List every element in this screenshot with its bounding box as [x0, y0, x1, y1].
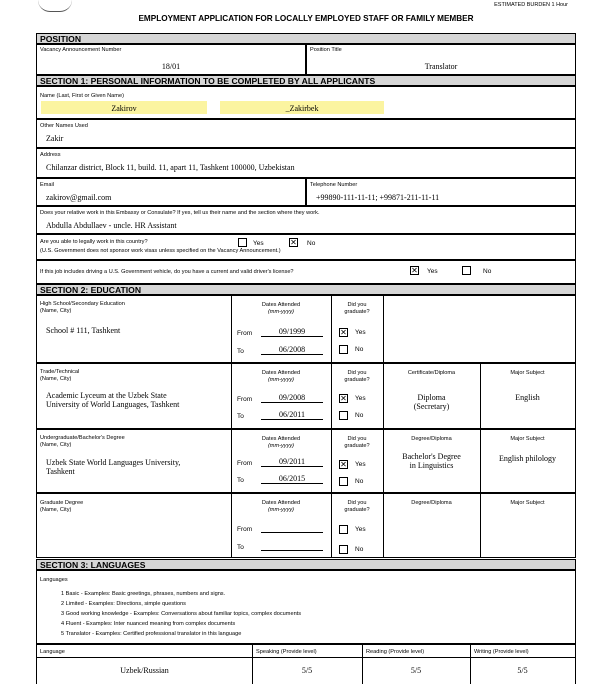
- section2-heading: SECTION 2: EDUCATION: [36, 284, 576, 295]
- burden-note: ESTIMATED BURDEN 1 Hour: [494, 2, 568, 8]
- name-city-hint: (Name, City): [40, 442, 72, 448]
- language-levels-box: [36, 570, 576, 644]
- relative-label: Does your relative work in this Embassy or Consulate? If yes, tell us their name and the section where they work.: [40, 210, 320, 216]
- level-item: 2 Limited - Examples: Directions, simple questions: [61, 601, 186, 607]
- legal-yes-label: Yes: [253, 240, 264, 247]
- level-item: 3 Good working knowledge - Examples: Conversations about familiar topics, complex documents: [61, 611, 302, 617]
- from-date[interactable]: 09/2008: [278, 393, 306, 402]
- position-heading: POSITION: [36, 33, 576, 44]
- graduate-yes-checkbox[interactable]: [339, 525, 348, 534]
- graduate-no-checkbox[interactable]: [339, 411, 348, 420]
- driver-license-field: [36, 260, 576, 284]
- level-item: 5 Translator - Examples: Certified professional translator in this language: [61, 631, 242, 637]
- section3-heading: SECTION 3: LANGUAGES: [36, 559, 576, 570]
- col-reading: Reading (Provide level): [366, 649, 425, 655]
- from-date[interactable]: 09/1999: [278, 327, 306, 336]
- position-title-value: Translator: [424, 62, 458, 71]
- degree-label: Degree/Diploma: [411, 500, 452, 506]
- address-label: Address: [40, 152, 61, 158]
- major-value: English philology: [498, 454, 557, 463]
- certificate-value-line2: (Secretary): [413, 402, 450, 411]
- major-label: Major Subject: [510, 436, 545, 442]
- to-date[interactable]: 06/2015: [278, 474, 306, 483]
- other-names-value: Zakir: [46, 134, 64, 143]
- education-row-undergraduate: [36, 429, 576, 493]
- graduate-yes-checkbox[interactable]: ✕: [340, 328, 347, 337]
- driver-yes-label: Yes: [427, 268, 438, 275]
- graduate-no-checkbox[interactable]: [339, 545, 348, 554]
- reading-level[interactable]: 5/5: [410, 666, 422, 675]
- graduate-no-checkbox[interactable]: [339, 477, 348, 486]
- embassy-seal-icon: [38, 0, 72, 12]
- dates-label: Dates Attended: [261, 370, 301, 376]
- vacancy-label: Vacancy Announcement Number: [40, 47, 122, 53]
- legal-yes-checkbox[interactable]: [238, 238, 247, 247]
- education-level-label: High School/Secondary Education: [40, 301, 125, 307]
- graduate-label-2: graduate?: [344, 377, 370, 383]
- email-field[interactable]: [36, 178, 306, 206]
- dates-label: Dates Attended: [261, 500, 301, 506]
- degree-value-line2: in Linguistics: [409, 461, 454, 470]
- form-title: EMPLOYMENT APPLICATION FOR LOCALLY EMPLOYED STAFF OR FAMILY MEMBER: [138, 14, 474, 23]
- from-date[interactable]: 09/2011: [279, 457, 305, 466]
- graduate-label: Did you: [347, 302, 367, 308]
- relative-field[interactable]: [36, 206, 576, 234]
- from-label: From: [237, 460, 253, 467]
- dates-format: (mm-yyyy): [267, 443, 295, 449]
- position-title-field[interactable]: [306, 44, 576, 75]
- vacancy-field[interactable]: [36, 44, 306, 75]
- school-name-line2: Tashkent: [46, 467, 75, 476]
- to-date[interactable]: 06/2008: [278, 345, 306, 354]
- name-city-hint: (Name, City): [40, 308, 72, 314]
- dates-format: (mm-yyyy): [267, 309, 295, 315]
- school-name: Academic Lyceum at the Uzbek State: [46, 391, 167, 400]
- col-speaking: Speaking (Provide level): [256, 649, 317, 655]
- graduate-label-2: graduate?: [344, 507, 370, 513]
- graduate-no-label: No: [355, 346, 364, 353]
- certificate-label: Certificate/Diploma: [407, 370, 456, 376]
- graduate-yes-label: Yes: [355, 329, 366, 336]
- legal-no-checkbox[interactable]: ✕: [290, 238, 297, 247]
- graduate-yes-checkbox[interactable]: ✕: [340, 460, 347, 469]
- graduate-yes-checkbox[interactable]: ✕: [340, 394, 347, 403]
- dates-label: Dates Attended: [261, 436, 301, 442]
- to-label: To: [237, 413, 244, 420]
- col-language: Language: [40, 649, 65, 655]
- driver-license-question: If this job includes driving a U.S. Government vehicle, do you have a current and valid driver's license?: [40, 269, 294, 275]
- graduate-yes-label: Yes: [355, 526, 366, 533]
- col-writing: Writing (Provide level): [474, 649, 529, 655]
- speaking-level[interactable]: 5/5: [301, 666, 313, 675]
- legal-no-label: No: [307, 240, 316, 247]
- major-label: Major Subject: [510, 500, 545, 506]
- level-item: 1 Basic - Examples: Basic greetings, phrases, numbers and signs.: [61, 591, 226, 597]
- to-label: To: [237, 477, 244, 484]
- first-name-value: _Zakirbek: [285, 104, 319, 113]
- major-value: English: [515, 393, 540, 402]
- graduate-label: Did you: [347, 436, 367, 442]
- to-date[interactable]: 06/2011: [279, 410, 305, 419]
- position-title-label: Position Title: [310, 47, 342, 53]
- to-label: To: [237, 348, 244, 355]
- from-label: From: [237, 396, 253, 403]
- legal-work-field: [36, 234, 576, 260]
- graduate-label-2: graduate?: [344, 309, 370, 315]
- education-row-highschool: [36, 295, 576, 363]
- education-level-label: Undergraduate/Bachelor's Degree: [40, 435, 125, 441]
- from-label: From: [237, 330, 253, 337]
- graduate-yes-label: Yes: [355, 461, 366, 468]
- education-level-label: Trade/Technical: [40, 369, 80, 375]
- education-level-label: Graduate Degree: [40, 500, 84, 506]
- other-names-label: Other Names Used: [40, 123, 88, 129]
- degree-value: Bachelor's Degree: [402, 452, 461, 461]
- driver-yes-checkbox[interactable]: ✕: [411, 266, 418, 275]
- language-table: [36, 644, 576, 684]
- writing-level[interactable]: 5/5: [517, 666, 528, 675]
- graduate-no-checkbox[interactable]: [339, 345, 348, 354]
- name-city-hint: (Name, City): [40, 507, 72, 513]
- driver-no-checkbox[interactable]: [462, 266, 471, 275]
- name-field: [36, 86, 576, 119]
- certificate-value: Diploma: [417, 393, 446, 402]
- degree-label: Degree/Diploma: [411, 436, 452, 442]
- phone-label: Telephone Number: [310, 182, 358, 188]
- email-label: Email: [40, 182, 54, 188]
- education-row-technical: [36, 363, 576, 429]
- relative-value: Abdulla Abdullaev - uncle. HR Assistant: [46, 221, 177, 230]
- major-label: Major Subject: [510, 370, 545, 376]
- legal-work-question: Are you able to legally work in this country?: [40, 239, 148, 245]
- address-field[interactable]: [36, 148, 576, 178]
- phone-field[interactable]: [306, 178, 576, 206]
- level-item: 4 Fluent - Examples: Inter nuanced meaning from complex documents: [61, 621, 236, 627]
- school-name-line2: University of World Languages, Tashkent: [46, 400, 180, 409]
- name-city-hint: (Name, City): [40, 376, 72, 382]
- to-label: To: [237, 544, 244, 551]
- graduate-label: Did you: [347, 370, 367, 376]
- legal-work-note: (U.S. Government does not sponsor work visas unless specified on the Vacancy Announcement.): [40, 248, 281, 254]
- graduate-no-label: No: [355, 546, 364, 553]
- driver-no-label: No: [483, 268, 492, 275]
- section1-heading: SECTION 1: PERSONAL INFORMATION TO BE COMPLETED BY ALL APPLICANTS: [36, 75, 576, 86]
- last-name-value: Zakirov: [111, 104, 137, 113]
- email-value: zakirov@gmail.com: [46, 193, 112, 202]
- phone-value: +99890-111-11-11; +99871-211-11-11: [316, 193, 440, 202]
- graduate-label: Did you: [347, 500, 367, 506]
- from-label: From: [237, 526, 253, 533]
- graduate-yes-label: Yes: [355, 395, 366, 402]
- address-value: Chilanzar district, Block 11, build. 11, apart 11, Tashkent 100000, Uzbekistan: [46, 163, 295, 172]
- graduate-no-label: No: [355, 412, 364, 419]
- vacancy-value: 18/01: [161, 62, 181, 71]
- name-label: Name (Last, First or Given Name): [40, 93, 124, 99]
- graduate-label-2: graduate?: [344, 443, 370, 449]
- dates-label: Dates Attended: [261, 302, 301, 308]
- languages-label: Languages: [40, 577, 68, 583]
- graduate-no-label: No: [355, 478, 364, 485]
- school-name: School # 111, Tashkent: [46, 326, 121, 335]
- education-row-graduate: [36, 493, 576, 558]
- dates-format: (mm-yyyy): [267, 507, 295, 513]
- language-name[interactable]: Uzbek/Russian: [120, 666, 169, 675]
- school-name: Uzbek State World Languages University,: [46, 458, 181, 467]
- dates-format: (mm-yyyy): [267, 377, 295, 383]
- other-names-field[interactable]: [36, 119, 576, 148]
